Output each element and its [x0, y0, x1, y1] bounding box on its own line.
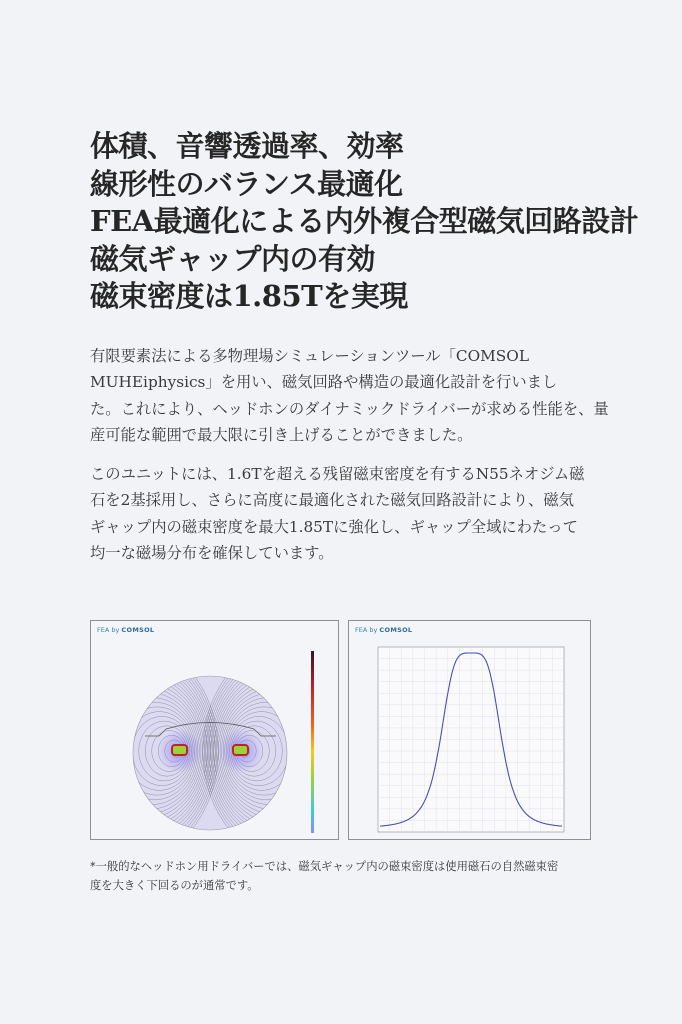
heading-line: 磁気ギャップ内の有効 [90, 241, 376, 276]
magnetic-field-plot [91, 621, 338, 839]
paragraph-line: ギャップ内の磁束密度を最大1.85Tに強化し、ギャップ全域にわたって [90, 517, 578, 536]
description-paragraph-1 [90, 343, 610, 448]
footnote [90, 857, 610, 895]
paragraph-line: た。これにより、ヘッドホンのダイナミックドライバーが求める性能を、量 [90, 399, 609, 418]
footnote-line: *一般的なヘッドホン用ドライバーでは、磁気ギャップ内の磁束密度は使用磁石の自然磁束密 [90, 860, 559, 873]
heading-line: 体積、音響透過率、効率 [90, 129, 404, 163]
fea-magnetic-field-figure [90, 620, 339, 840]
field-domain-circle [133, 676, 287, 830]
paragraph-line: MUHEiphysics」を用い、磁気回路や構造の最適化設計を行いまし [90, 373, 558, 392]
heading-line: 磁束密度は1.85Tを実現 [90, 279, 408, 313]
footnote-line: 度を大きく下回るのが通常です。 [90, 879, 259, 892]
paragraph-line: 有限要素法による多物理場シミュレーションツール「COMSOL [90, 347, 529, 365]
comsol-logo: COMSOL [379, 626, 413, 634]
magnet-hotspot-left [172, 745, 187, 755]
color-scale-bar [311, 651, 314, 833]
comsol-logo: COMSOL [121, 626, 155, 634]
page-heading [90, 128, 638, 316]
heading-line: 線形性のバランス最適化 [90, 166, 403, 201]
magnet-hotspot-right [233, 745, 248, 755]
paragraph-line: 均一な磁場分布を確保しています。 [90, 543, 334, 562]
fea-flux-density-figure [348, 620, 591, 840]
description-paragraph-2 [90, 461, 610, 566]
fea-label: FEA by COMSOL [355, 626, 413, 634]
flux-density-plot [349, 621, 590, 839]
heading-line: FEA最適化による内外複合型磁気回路設計 [90, 204, 639, 238]
paragraph-line: このユニットには、1.6Tを超える残留磁束密度を有するN55ネオジム磁 [90, 465, 585, 483]
paragraph-line: 産可能な範囲で最大限に引き上げることができました。 [90, 425, 473, 444]
paragraph-line: 石を2基採用し、さらに高度に最適化された磁気回路設計により、磁気 [90, 491, 574, 510]
fea-label: FEA by COMSOL [97, 626, 155, 634]
